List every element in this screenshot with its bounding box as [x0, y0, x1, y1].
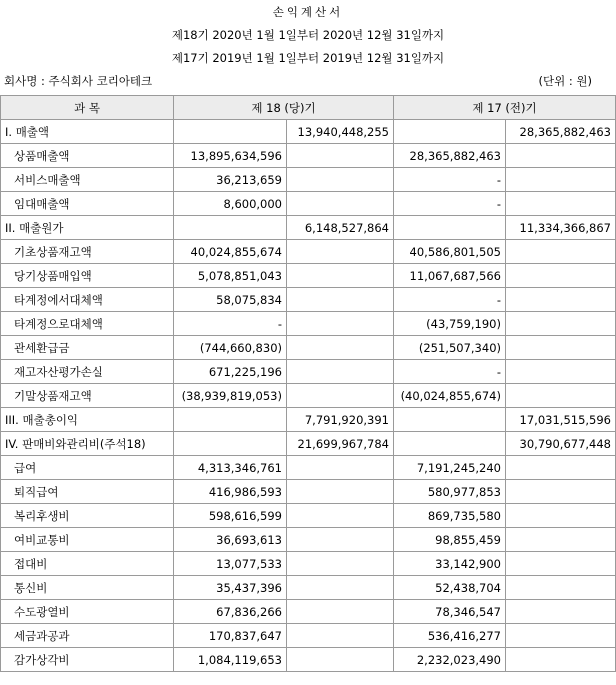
- prior-detail-value: 536,416,277: [394, 624, 506, 648]
- current-detail-value: 5,078,851,043: [174, 264, 287, 288]
- current-total-value: [287, 552, 394, 576]
- current-total-value: [287, 528, 394, 552]
- account-label: 접대비: [1, 552, 174, 576]
- prior-total-value: [506, 648, 616, 672]
- current-total-value: 21,699,967,784: [287, 432, 394, 456]
- unit-label: (단위 : 원): [538, 74, 592, 88]
- table-row: [1, 432, 616, 456]
- account-label: IV. 판매비와관리비(주석18): [1, 432, 174, 456]
- prior-total-value: 28,365,882,463: [506, 120, 616, 144]
- prior-detail-value: 52,438,704: [394, 576, 506, 600]
- account-label: 여비교통비: [1, 528, 174, 552]
- prior-total-value: [506, 192, 616, 216]
- table-row: [1, 480, 616, 504]
- table-row: [1, 456, 616, 480]
- current-detail-value: [174, 432, 287, 456]
- prior-detail-value: [394, 120, 506, 144]
- table-row: [1, 504, 616, 528]
- current-period: 제18기 2020년 1월 1일부터 2020년 12월 31일까지: [171, 28, 445, 42]
- current-total-value: 13,940,448,255: [287, 120, 394, 144]
- prior-total-value: [506, 336, 616, 360]
- account-label: 기말상품재고액: [1, 384, 174, 408]
- table-row: [1, 168, 616, 192]
- current-total-value: [287, 648, 394, 672]
- account-label: 타계정으로대체액: [1, 312, 174, 336]
- account-label: II. 매출원가: [1, 216, 174, 240]
- prior-total-value: [506, 360, 616, 384]
- table-row: [1, 288, 616, 312]
- current-detail-value: (744,660,830): [174, 336, 287, 360]
- prior-total-value: [506, 144, 616, 168]
- account-label: 당기상품매입액: [1, 264, 174, 288]
- statement-header: [0, 0, 616, 95]
- prior-detail-value: 2,232,023,490: [394, 648, 506, 672]
- table-row: [1, 600, 616, 624]
- prior-total-value: [506, 600, 616, 624]
- prior-total-value: [506, 528, 616, 552]
- account-label: 복리후생비: [1, 504, 174, 528]
- table-row: [1, 360, 616, 384]
- table-row: [1, 264, 616, 288]
- current-detail-value: 67,836,266: [174, 600, 287, 624]
- prior-detail-value: [394, 216, 506, 240]
- prior-total-value: [506, 504, 616, 528]
- statement-title: 손익계산서: [272, 5, 344, 19]
- prior-detail-value: [394, 408, 506, 432]
- current-total-value: [287, 312, 394, 336]
- current-total-value: [287, 240, 394, 264]
- account-label: 통신비: [1, 576, 174, 600]
- current-detail-value: 13,895,634,596: [174, 144, 287, 168]
- current-total-value: [287, 288, 394, 312]
- current-total-value: [287, 192, 394, 216]
- table-row: [1, 552, 616, 576]
- account-label: 세금과공과: [1, 624, 174, 648]
- prior-total-value: [506, 264, 616, 288]
- current-total-value: [287, 384, 394, 408]
- prior-total-value: 11,334,366,867: [506, 216, 616, 240]
- account-label: I. 매출액: [1, 120, 174, 144]
- current-detail-value: 58,075,834: [174, 288, 287, 312]
- prior-total-value: 17,031,515,596: [506, 408, 616, 432]
- prior-total-value: [506, 312, 616, 336]
- current-total-value: 7,791,920,391: [287, 408, 394, 432]
- prior-total-value: [506, 624, 616, 648]
- current-detail-value: 35,437,396: [174, 576, 287, 600]
- current-detail-value: [174, 408, 287, 432]
- account-label: III. 매출총이익: [1, 408, 174, 432]
- current-detail-value: 36,213,659: [174, 168, 287, 192]
- prior-detail-value: 78,346,547: [394, 600, 506, 624]
- prior-total-value: [506, 456, 616, 480]
- account-label: 기초상품재고액: [1, 240, 174, 264]
- prior-total-value: [506, 240, 616, 264]
- prior-detail-value: 98,855,459: [394, 528, 506, 552]
- table-row: [1, 384, 616, 408]
- current-detail-value: 416,986,593: [174, 480, 287, 504]
- table-row: [1, 648, 616, 672]
- table-row: [1, 312, 616, 336]
- current-total-value: [287, 264, 394, 288]
- prior-total-value: [506, 480, 616, 504]
- current-total-value: [287, 360, 394, 384]
- current-detail-value: 170,837,647: [174, 624, 287, 648]
- prior-total-value: [506, 384, 616, 408]
- prior-detail-value: (43,759,190): [394, 312, 506, 336]
- current-total-value: [287, 144, 394, 168]
- current-total-value: 6,148,527,864: [287, 216, 394, 240]
- prior-detail-value: 11,067,687,566: [394, 264, 506, 288]
- prior-detail-value: 40,586,801,505: [394, 240, 506, 264]
- prior-detail-value: (251,507,340): [394, 336, 506, 360]
- current-total-value: [287, 480, 394, 504]
- prior-total-value: [506, 552, 616, 576]
- table-row: [1, 576, 616, 600]
- current-detail-value: 4,313,346,761: [174, 456, 287, 480]
- prior-detail-value: 33,142,900: [394, 552, 506, 576]
- table-row: [1, 336, 616, 360]
- prior-total-value: 30,790,677,448: [506, 432, 616, 456]
- table-body: [1, 120, 616, 672]
- prior-detail-value: -: [394, 192, 506, 216]
- account-label: 수도광열비: [1, 600, 174, 624]
- current-detail-value: 40,024,855,674: [174, 240, 287, 264]
- table-header-row: [1, 96, 616, 120]
- current-detail-value: [174, 216, 287, 240]
- account-label: 서비스매출액: [1, 168, 174, 192]
- prior-detail-value: 7,191,245,240: [394, 456, 506, 480]
- current-detail-value: -: [174, 312, 287, 336]
- current-period-header: 제 18 (당)기: [174, 96, 394, 120]
- prior-total-value: [506, 168, 616, 192]
- current-detail-value: 8,600,000: [174, 192, 287, 216]
- current-detail-value: 671,225,196: [174, 360, 287, 384]
- prior-total-value: [506, 288, 616, 312]
- current-total-value: [287, 600, 394, 624]
- table-row: [1, 216, 616, 240]
- table-row: [1, 240, 616, 264]
- account-label: 급여: [1, 456, 174, 480]
- current-total-value: [287, 168, 394, 192]
- prior-period: 제17기 2019년 1월 1일부터 2019년 12월 31일까지: [171, 51, 445, 65]
- account-header: 과 목: [1, 96, 174, 120]
- table-row: [1, 144, 616, 168]
- account-label: 상품매출액: [1, 144, 174, 168]
- prior-detail-value: (40,024,855,674): [394, 384, 506, 408]
- prior-period-header: 제 17 (전)기: [394, 96, 616, 120]
- current-total-value: [287, 336, 394, 360]
- income-statement-table: [0, 95, 616, 672]
- table-row: [1, 408, 616, 432]
- account-label: 임대매출액: [1, 192, 174, 216]
- prior-detail-value: -: [394, 168, 506, 192]
- current-detail-value: 1,084,119,653: [174, 648, 287, 672]
- account-label: 퇴직급여: [1, 480, 174, 504]
- company-name: 회사명 : 주식회사 코리아테크: [4, 74, 153, 88]
- prior-detail-value: 28,365,882,463: [394, 144, 506, 168]
- prior-detail-value: [394, 432, 506, 456]
- current-detail-value: 36,693,613: [174, 528, 287, 552]
- account-label: 재고자산평가손실: [1, 360, 174, 384]
- current-detail-value: 598,616,599: [174, 504, 287, 528]
- current-detail-value: [174, 120, 287, 144]
- current-total-value: [287, 576, 394, 600]
- prior-detail-value: -: [394, 288, 506, 312]
- current-total-value: [287, 504, 394, 528]
- current-detail-value: 13,077,533: [174, 552, 287, 576]
- prior-detail-value: 580,977,853: [394, 480, 506, 504]
- prior-detail-value: -: [394, 360, 506, 384]
- prior-detail-value: 869,735,580: [394, 504, 506, 528]
- table-row: [1, 192, 616, 216]
- current-detail-value: (38,939,819,053): [174, 384, 287, 408]
- table-row: [1, 624, 616, 648]
- account-label: 감가상각비: [1, 648, 174, 672]
- current-total-value: [287, 456, 394, 480]
- current-total-value: [287, 624, 394, 648]
- prior-total-value: [506, 576, 616, 600]
- table-row: [1, 528, 616, 552]
- table-row: [1, 120, 616, 144]
- account-label: 관세환급금: [1, 336, 174, 360]
- account-label: 타계정에서대체액: [1, 288, 174, 312]
